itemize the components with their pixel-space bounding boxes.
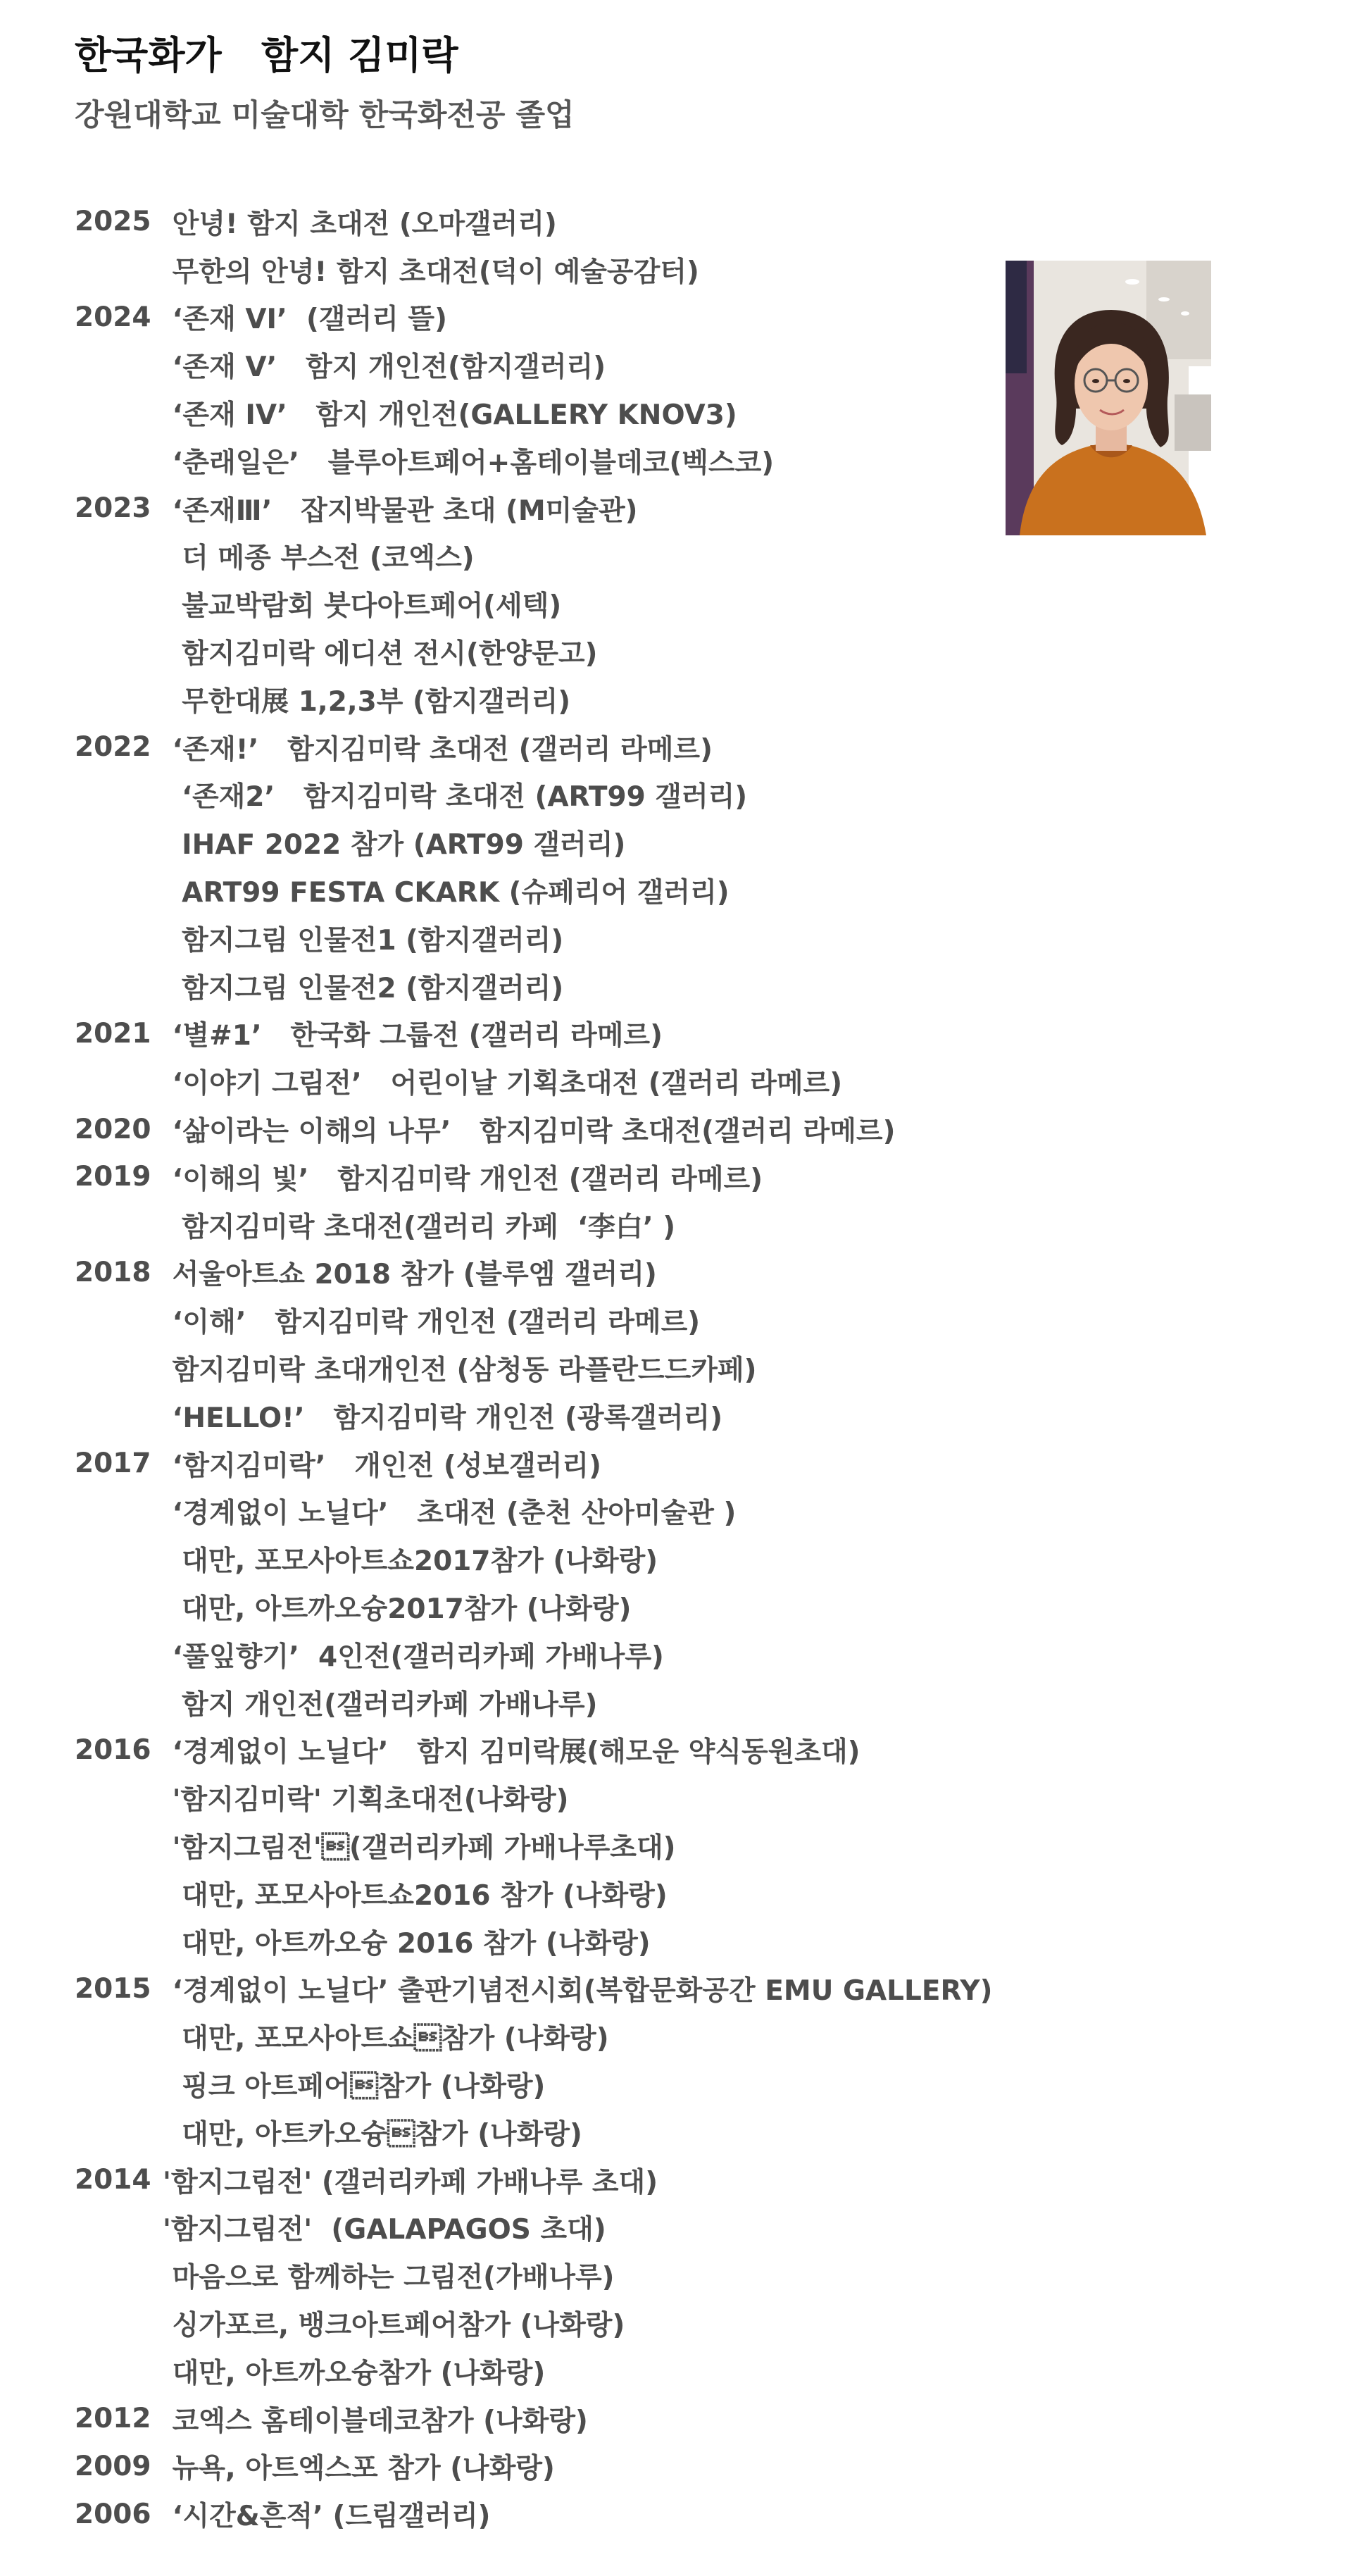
exhibition-description: ‘풀잎향기’ 4인전(갤러리카페 가배나루)	[163, 1641, 664, 1673]
exhibition-entry	[75, 2060, 1131, 2108]
exhibition-entry	[75, 1392, 1131, 1440]
exhibition-description: ‘존재Ⅲ’ 잡지박물관 초대 (M미술관)	[163, 494, 638, 527]
exhibition-description: 불교박람회 붓다아트페어(세텍)	[163, 590, 562, 623]
exhibition-description: 더 메종 부스전 (코엑스)	[163, 542, 475, 575]
exhibition-entry	[75, 2347, 1131, 2395]
exhibition-entry	[75, 533, 1131, 580]
exhibition-entry	[75, 628, 1131, 676]
exhibition-description: 대만, 포모사아트쇼2016 참가 (나화랑)	[163, 1879, 668, 1912]
exhibition-description: ‘존재!’ 함지김미락 초대전 (갤러리 라메르)	[163, 733, 713, 766]
exhibition-entry	[75, 294, 1131, 342]
exhibition-description: IHAF 2022 참가 (ART99 갤러리)	[163, 829, 626, 861]
exhibition-description: ‘HELLO!’ 함지김미락 개인전 (광록갤러리)	[163, 1402, 723, 1434]
exhibition-entry	[75, 1153, 1131, 1201]
exhibition-description: 함지김미락 초대개인전 (삼청동 라플란드드카페)	[163, 1355, 757, 1387]
exhibition-year: 2016	[75, 1734, 151, 1766]
exhibition-year: 2020	[75, 1113, 151, 1145]
exhibition-description: '함지김미락' 기획초대전(나화랑)	[163, 1784, 569, 1817]
exhibition-description: ‘이야기 그림전’ 어린이날 기획초대전 (갤러리 라메르)	[163, 1068, 843, 1100]
exhibition-entry	[75, 723, 1131, 771]
exhibition-entry	[75, 2203, 1131, 2251]
exhibition-description: 함지김미락 에디션 전시(한양문고)	[163, 638, 598, 671]
exhibition-description: ‘존재 IV’ 함지 개인전(GALLERY KNOV3)	[163, 399, 737, 432]
exhibition-year: 2012	[75, 2403, 151, 2435]
exhibition-entry	[75, 1631, 1131, 1679]
exhibition-description: ‘존재 V’ 함지 개인전(함지갤러리)	[163, 351, 606, 384]
exhibition-entry	[75, 341, 1131, 389]
exhibition-description: 대만, 아트카오슝참가 (나화랑)	[163, 2118, 582, 2151]
exhibition-description: ‘삶이라는 이해의 나무’ 함지김미락 초대전(갤러리 라메르)	[163, 1116, 896, 1148]
exhibition-entry	[75, 1249, 1131, 1297]
exhibition-entry	[75, 2490, 1131, 2538]
exhibition-description: ‘존재2’ 함지김미락 초대전 (ART99 갤러리)	[163, 781, 748, 814]
exhibition-entry	[75, 676, 1131, 723]
exhibition-description: 싱가포르, 뱅크아트페어참가 (나화랑)	[163, 2309, 625, 2341]
exhibition-entry	[75, 1965, 1131, 2012]
exhibition-entry	[75, 2108, 1131, 2156]
exhibition-year: 2024	[75, 301, 151, 333]
exhibition-description: 안녕! 함지 초대전 (오마갤러리)	[163, 208, 557, 240]
education-subtitle: 강원대학교 미술대학 한국화전공 졸업	[75, 98, 575, 133]
exhibition-description: '함지그림전'(갤러리카페 가배나루초대)	[163, 1831, 676, 1864]
exhibition-year: 2014	[75, 2164, 151, 2196]
exhibition-year: 2023	[75, 492, 151, 525]
exhibition-description: 코엑스 홈테이블데코참가 (나화랑)	[163, 2405, 588, 2437]
exhibition-entry	[75, 1583, 1131, 1631]
exhibition-entry	[75, 1201, 1131, 1249]
exhibition-description: ‘경계없이 노닐다’ 함지 김미락展(해모운 약식동원초대)	[163, 1736, 860, 1769]
exhibition-entry	[75, 1679, 1131, 1726]
exhibition-description: 대만, 포모사아트쇼참가 (나화랑)	[163, 2023, 609, 2055]
exhibition-entry	[75, 198, 1131, 246]
exhibition-year: 2021	[75, 1017, 151, 1050]
exhibition-entry	[75, 2299, 1131, 2347]
exhibition-entry	[75, 246, 1131, 294]
exhibition-entry	[75, 1105, 1131, 1153]
exhibition-description: ‘경계없이 노닐다’ 출판기념전시회(복합문화공간 EMU GALLERY)	[163, 1975, 993, 2008]
exhibition-description: 핑크 아트페어참가 (나화랑)	[163, 2070, 546, 2103]
exhibition-description: '함지그림전' (GALAPAGOS 초대)	[163, 2214, 606, 2246]
exhibition-description: 뉴욕, 아트엑스포 참가 (나화랑)	[163, 2453, 555, 2485]
exhibition-entry	[75, 2395, 1131, 2443]
page-title: 한국화가 함지 김미락	[75, 33, 458, 77]
exhibition-description: 무한대展 1,2,3부 (함지갤러리)	[163, 685, 571, 718]
exhibition-entry	[75, 1774, 1131, 1822]
exhibition-entry	[75, 2442, 1131, 2490]
exhibition-entry	[75, 866, 1131, 914]
exhibition-entry	[75, 1917, 1131, 1965]
exhibition-entry	[75, 1726, 1131, 1774]
exhibition-entry	[75, 1344, 1131, 1392]
exhibition-history-list	[75, 198, 1131, 2538]
exhibition-description: 대만, 아트까오슝2017참가 (나화랑)	[163, 1593, 632, 1625]
exhibition-description: 마음으로 함께하는 그림전(가배나루)	[163, 2262, 615, 2294]
exhibition-description: 함지 개인전(갤러리카페 가배나루)	[163, 1688, 598, 1721]
exhibition-description: 대만, 아트까오슝참가 (나화랑)	[163, 2357, 546, 2389]
exhibition-entry	[75, 1010, 1131, 1058]
exhibition-year: 2009	[75, 2450, 151, 2482]
exhibition-description: ‘이해’ 함지김미락 개인전 (갤러리 라메르)	[163, 1307, 701, 1339]
exhibition-entry	[75, 1488, 1131, 1536]
exhibition-description: '함지그림전' (갤러리카페 가배나루 초대)	[163, 2166, 658, 2198]
exhibition-entry	[75, 2156, 1131, 2204]
exhibition-entry	[75, 819, 1131, 866]
exhibition-description: 함지김미락 초대전(갤러리 카페 ‘李白’ )	[163, 1211, 676, 1243]
exhibition-entry	[75, 914, 1131, 962]
exhibition-description: ‘함지김미락’ 개인전 (성보갤러리)	[163, 1450, 601, 1482]
exhibition-entry	[75, 1535, 1131, 1583]
exhibition-description: 서울아트쇼 2018 참가 (블루엠 갤러리)	[163, 1259, 657, 1291]
exhibition-entry	[75, 1822, 1131, 1869]
exhibition-entry	[75, 2251, 1131, 2299]
exhibition-description: ART99 FESTA CKARK (슈페리어 갤러리)	[163, 877, 730, 909]
exhibition-description: ‘존재 VI’ (갤러리 뜰)	[163, 304, 447, 336]
exhibition-entry	[75, 1440, 1131, 1488]
exhibition-description: ‘별#1’ 한국화 그룹전 (갤러리 라메르)	[163, 1020, 663, 1052]
exhibition-entry	[75, 1869, 1131, 1917]
exhibition-description: ‘춘래일은’ 블루아트페어+홈테이블데코(벡스코)	[163, 447, 775, 479]
exhibition-description: ‘경계없이 노닐다’ 초대전 (춘천 산아미술관 )	[163, 1498, 737, 1530]
exhibition-entry	[75, 389, 1131, 437]
exhibition-entry	[75, 437, 1131, 485]
exhibition-entry	[75, 962, 1131, 1010]
exhibition-entry	[75, 580, 1131, 628]
exhibition-description: 함지그림 인물전1 (함지갤러리)	[163, 924, 564, 957]
exhibition-year: 2018	[75, 1256, 151, 1288]
exhibition-year: 2015	[75, 1972, 151, 2005]
exhibition-description: ‘이해의 빛’ 함지김미락 개인전 (갤러리 라메르)	[163, 1163, 763, 1195]
exhibition-entry	[75, 1296, 1131, 1344]
exhibition-description: 무한의 안녕! 함지 초대전(덕이 예술공감터)	[163, 256, 699, 288]
exhibition-entry	[75, 771, 1131, 819]
exhibition-year: 2019	[75, 1161, 151, 1193]
exhibition-entry	[75, 2012, 1131, 2060]
exhibition-description: 대만, 포모사아트쇼2017참가 (나화랑)	[163, 1545, 658, 1578]
exhibition-description: ‘시간&흔적’ (드림갤러리)	[163, 2501, 491, 2533]
exhibition-year: 2006	[75, 2498, 151, 2530]
exhibition-year: 2017	[75, 1448, 151, 1480]
exhibition-description: 대만, 아트까오슝 2016 참가 (나화랑)	[163, 1927, 651, 1960]
exhibition-entry	[75, 485, 1131, 533]
exhibition-year: 2025	[75, 206, 151, 238]
exhibition-description: 함지그림 인물전2 (함지갤러리)	[163, 972, 564, 1004]
exhibition-year: 2022	[75, 731, 151, 764]
exhibition-entry	[75, 1057, 1131, 1105]
